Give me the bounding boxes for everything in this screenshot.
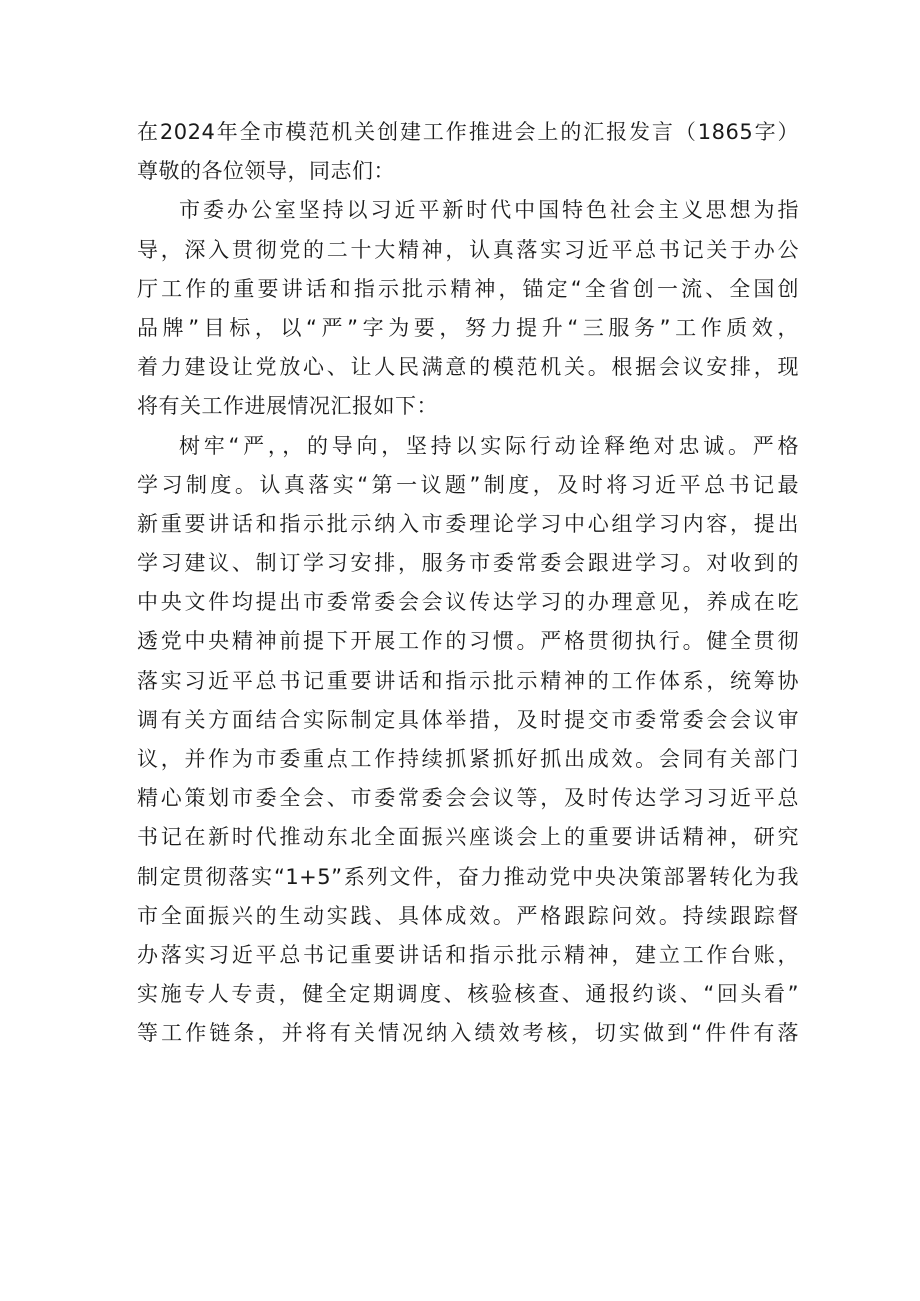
- paragraph-line: 调有关方面结合实际制定具体举措，及时提交市委常委会会议审: [137, 707, 799, 732]
- paragraph-line: 中央文件均提出市委常委会会议传达学习的办理意见，养成在吃: [137, 590, 799, 615]
- paragraph-line: 等工作链条，并将有关情况纳入绩效考核，切实做到“件件有落: [137, 1021, 799, 1046]
- document-body: [137, 113, 799, 1054]
- paragraph-line: 树牢“严，，的导向，坚持以实际行动诠释绝对忠诚。严格: [179, 433, 799, 458]
- document-title: 在2024年全市模范机关创建工作推进会上的汇报发言（1865字）: [137, 120, 799, 144]
- paragraph-line: 市全面振兴的生动实践、具体成效。严格跟踪问效。持续跟踪督: [137, 903, 799, 928]
- paragraph-line: 新重要讲话和指示批示纳入市委理论学习中心组学习内容，提出: [137, 511, 799, 536]
- paragraph-line: 落实习近平总书记重要讲话和指示批示精神的工作体系，统筹协: [137, 668, 799, 693]
- paragraph-1: [137, 191, 799, 426]
- paragraph-line: 书记在新时代推动东北全面振兴座谈会上的重要讲话精神，研究: [137, 825, 799, 850]
- paragraph-line: 厅工作的重要讲话和指示批示精神，锚定“全省创一流、全国创: [137, 276, 799, 301]
- paragraph-2: [137, 427, 799, 1054]
- paragraph-line: 透党中央精神前提下开展工作的习惯。严格贯彻执行。健全贯彻: [137, 629, 799, 654]
- paragraph-line: 制定贯彻落实“1+5”系列文件，奋力推动党中央决策部署转化为我: [137, 864, 799, 889]
- paragraph-line: 着力建设让党放心、让人民满意的模范机关。根据会议安排，现: [137, 355, 799, 380]
- salutation: 尊敬的各位领导，同志们：: [137, 159, 395, 184]
- paragraph-line: 精心策划市委全会、市委常委会会议等，及时传达学习习近平总: [137, 786, 799, 811]
- paragraph-line: 办落实习近平总书记重要讲话和指示批示精神，建立工作台账，: [137, 942, 799, 967]
- paragraph-line: 导，深入贯彻党的二十大精神，认真落实习近平总书记关于办公: [137, 237, 799, 262]
- paragraph-line: 实施专人专责，健全定期调度、核验核查、通报约谈、“回头看”: [137, 982, 799, 1007]
- paragraph-line: 品牌”目标，以“严”字为要，努力提升“三服务”工作质效，: [137, 315, 799, 340]
- paragraph-line: 将有关工作进展情况汇报如下：: [137, 394, 438, 419]
- paragraph-line: 学习制度。认真落实“第一议题”制度，及时将习近平总书记最: [137, 472, 799, 497]
- paragraph-line: 市委办公室坚持以习近平新时代中国特色社会主义思想为指: [179, 198, 799, 223]
- paragraph-line: 议，并作为市委重点工作持续抓紧抓好抓出成效。会同有关部门: [137, 747, 799, 771]
- paragraph-line: 学习建议、制订学习安排，服务市委常委会跟进学习。对收到的: [137, 551, 799, 576]
